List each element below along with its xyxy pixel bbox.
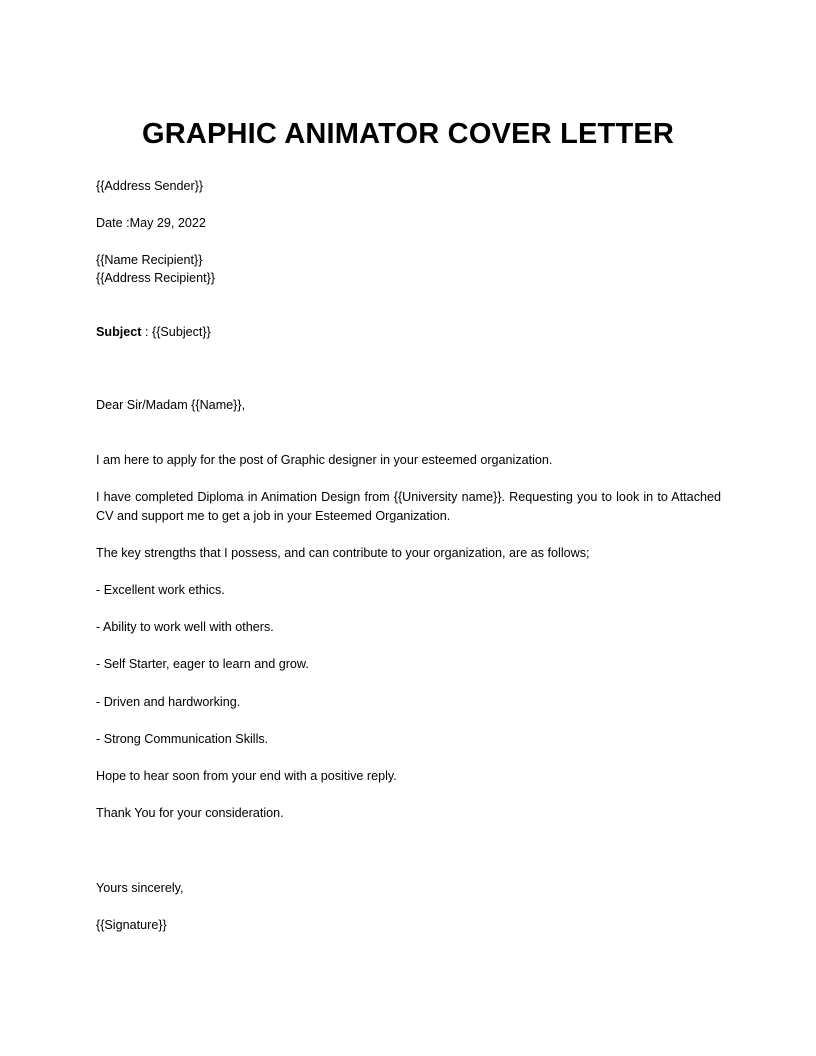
address-sender: {{Address Sender}}	[96, 179, 204, 193]
signature: {{Signature}}	[96, 918, 167, 932]
paragraph-strengths-intro: The key strengths that I possess, and can contribute to your organization, are as follows;	[96, 546, 590, 560]
sign-off: Yours sincerely,	[96, 881, 184, 895]
strength-item: - Excellent work ethics.	[96, 583, 225, 597]
subject-line	[96, 323, 721, 341]
date-line: Date :May 29, 2022	[96, 216, 206, 230]
subject-label: Subject	[96, 325, 142, 339]
name-recipient: {{Name Recipient}}	[96, 253, 203, 267]
paragraph-intro: I am here to apply for the post of Graphic designer in your esteemed organization.	[96, 453, 553, 467]
closing-thanks: Thank You for your consideration.	[96, 806, 284, 820]
strength-item: - Strong Communication Skills.	[96, 732, 269, 746]
paragraph-education: I have completed Diploma in Animation Design from {{University name}}. Requesting you to look in to Attached CV and support me to get a job in your Esteemed Organization.	[96, 490, 721, 523]
strength-item: - Driven and hardworking.	[96, 695, 241, 709]
strength-item: - Self Starter, eager to learn and grow.	[96, 657, 309, 671]
subject-value: : {{Subject}}	[141, 325, 211, 339]
strength-item: - Ability to work well with others.	[96, 620, 274, 634]
document-title: GRAPHIC ANIMATOR COVER LETTER	[141, 118, 675, 150]
salutation: Dear Sir/Madam {{Name}},	[96, 398, 246, 412]
closing-hope: Hope to hear soon from your end with a positive reply.	[96, 769, 397, 783]
address-recipient: {{Address Recipient}}	[96, 271, 216, 285]
